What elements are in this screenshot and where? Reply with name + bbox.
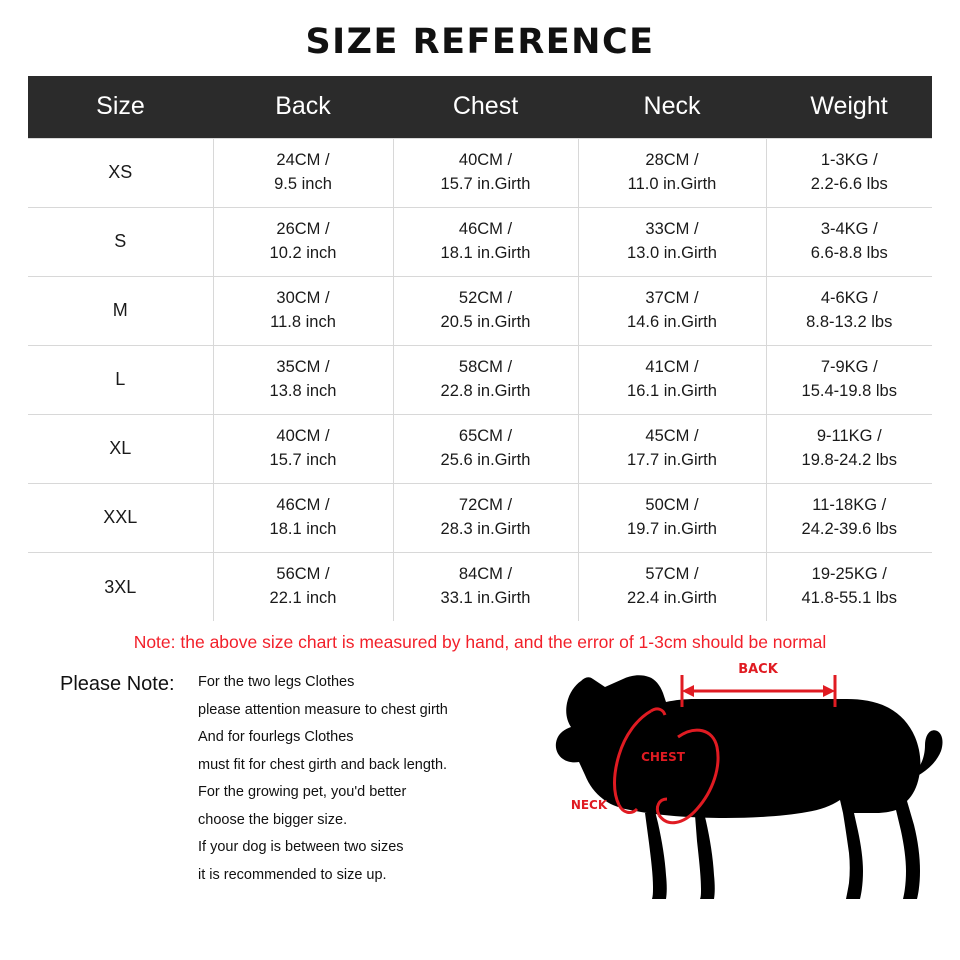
cell-chest: [393, 138, 578, 207]
cell-weight-kg: 19-25KG /: [811, 564, 887, 583]
cell-back-cm: 24CM /: [276, 150, 330, 169]
cell-weight-lbs: 2.2-6.6 lbs: [810, 174, 888, 193]
table-row: [28, 276, 932, 345]
table-row: [28, 483, 932, 552]
table-row: [28, 345, 932, 414]
cell-neck-inch: 11.0 in.Girth: [627, 174, 717, 193]
cell-back: [213, 414, 393, 483]
cell-neck-cm: 37CM /: [645, 288, 699, 307]
cell-back-cm: 40CM /: [276, 426, 330, 445]
cell-weight-kg: 9-11KG /: [816, 426, 882, 445]
list-item: If your dog is between two sizes: [198, 839, 404, 855]
cell-back-cm: 46CM /: [276, 495, 330, 514]
cell-weight: [766, 414, 932, 483]
cell-chest-inch: 18.1 in.Girth: [440, 243, 531, 262]
cell-chest-inch: 22.8 in.Girth: [440, 381, 531, 400]
cell-size: XS: [28, 138, 213, 207]
list-item: choose the bigger size.: [198, 811, 348, 828]
size-table-header: [28, 76, 932, 138]
cell-weight-kg: 7-9KG /: [820, 357, 878, 376]
cell-chest: [393, 207, 578, 276]
bottom-section: [0, 663, 960, 917]
cell-back-inch: 15.7 inch: [269, 450, 337, 469]
cell-chest-cm: 72CM /: [458, 495, 513, 514]
size-table: [28, 76, 932, 621]
cell-chest-cm: 40CM /: [458, 150, 513, 169]
cell-weight-lbs: 41.8-55.1 lbs: [801, 588, 897, 607]
cell-chest-cm: 46CM /: [458, 219, 513, 238]
cell-back-inch: 18.1 inch: [269, 519, 337, 538]
cell-back: [213, 276, 393, 345]
cell-weight: [766, 552, 932, 621]
cell-chest: [393, 276, 578, 345]
cell-neck: [578, 345, 766, 414]
cell-neck: [578, 276, 766, 345]
cell-back-inch: 22.1 inch: [269, 588, 337, 607]
cell-neck-cm: 41CM /: [645, 357, 699, 376]
cell-chest: [393, 414, 578, 483]
neck-label: NECK: [570, 798, 608, 812]
list-item: For the two legs Clothes: [198, 674, 355, 690]
list-item: please attention measure to chest girth: [198, 701, 448, 718]
cell-back: [213, 138, 393, 207]
cell-back-inch: 11.8 inch: [270, 312, 336, 331]
column-header-neck: Neck: [578, 76, 766, 138]
cell-back: [213, 483, 393, 552]
cell-weight-lbs: 8.8-13.2 lbs: [806, 312, 893, 331]
cell-back: [213, 345, 393, 414]
cell-neck-inch: 17.7 in.Girth: [627, 450, 717, 469]
cell-chest-cm: 52CM /: [458, 288, 513, 307]
cell-size: XXL: [28, 483, 213, 552]
cell-size: 3XL: [28, 552, 213, 621]
cell-neck-inch: 22.4 in.Girth: [627, 588, 717, 607]
cell-weight-lbs: 19.8-24.2 lbs: [801, 450, 897, 469]
cell-neck-cm: 45CM /: [645, 426, 699, 445]
list-item: And for fourlegs Clothes: [198, 729, 354, 745]
cell-back-inch: 13.8 inch: [269, 381, 337, 400]
cell-chest-inch: 20.5 in.Girth: [440, 312, 531, 331]
cell-chest-inch: 25.6 in.Girth: [440, 450, 531, 469]
cell-weight: [766, 138, 932, 207]
cell-weight: [766, 483, 932, 552]
column-header-weight: Weight: [766, 76, 932, 138]
size-table-container: [28, 76, 932, 621]
cell-size: M: [28, 276, 213, 345]
please-note-label: Please Note:: [60, 673, 175, 695]
back-label: BACK: [738, 663, 778, 677]
cell-back-inch: 10.2 inch: [269, 243, 337, 262]
cell-weight-kg: 4-6KG /: [820, 288, 878, 307]
cell-size: L: [28, 345, 213, 414]
cell-chest: [393, 345, 578, 414]
table-header-row: [28, 76, 932, 138]
cell-weight: [766, 276, 932, 345]
cell-neck: [578, 552, 766, 621]
cell-neck-inch: 16.1 in.Girth: [627, 381, 717, 400]
cell-weight-kg: 1-3KG /: [820, 150, 878, 169]
cell-chest-inch: 15.7 in.Girth: [440, 174, 531, 193]
cell-back-cm: 56CM /: [276, 564, 330, 583]
cell-chest-inch: 28.3 in.Girth: [440, 519, 531, 538]
cell-weight: [766, 345, 932, 414]
cell-neck-cm: 28CM /: [645, 150, 699, 169]
cell-chest-inch: 33.1 in.Girth: [440, 588, 531, 607]
cell-back-cm: 35CM /: [276, 357, 330, 376]
cell-neck: [578, 138, 766, 207]
cell-size: XL: [28, 414, 213, 483]
list-item: must fit for chest girth and back length.: [198, 756, 448, 773]
size-table-body: [28, 138, 932, 621]
cell-weight-lbs: 6.6-8.8 lbs: [810, 243, 888, 262]
list-item: it is recommended to size up.: [198, 866, 387, 883]
cell-neck-inch: 14.6 in.Girth: [627, 312, 717, 331]
cell-neck: [578, 414, 766, 483]
cell-chest-cm: 65CM /: [458, 426, 513, 445]
cell-chest: [393, 552, 578, 621]
column-header-chest: Chest: [393, 76, 578, 138]
table-row: [28, 138, 932, 207]
chest-label: CHEST: [641, 750, 685, 764]
cell-back-inch: 9.5 inch: [274, 174, 332, 193]
cell-neck: [578, 207, 766, 276]
measurement-disclaimer: Note: the above size chart is measured by hand, and the error of 1-3cm should be normal: [133, 632, 827, 652]
cell-back: [213, 207, 393, 276]
table-row: [28, 552, 932, 621]
cell-neck-inch: 19.7 in.Girth: [627, 519, 717, 538]
cell-weight-lbs: 24.2-39.6 lbs: [801, 519, 897, 538]
cell-back-cm: 26CM /: [276, 219, 330, 238]
cell-neck-cm: 33CM /: [645, 219, 699, 238]
dog-measurement-diagram: [545, 663, 945, 913]
cell-back-cm: 30CM /: [276, 288, 330, 307]
cell-chest-cm: 84CM /: [458, 564, 513, 583]
cell-weight-kg: 3-4KG /: [820, 219, 878, 238]
page-title: SIZE REFERENCE: [305, 22, 655, 62]
column-header-size: Size: [28, 76, 213, 138]
cell-neck: [578, 483, 766, 552]
please-note-list: [198, 675, 528, 895]
cell-neck-cm: 57CM /: [645, 564, 699, 583]
table-row: [28, 207, 932, 276]
column-header-back: Back: [213, 76, 393, 138]
cell-neck-inch: 13.0 in.Girth: [627, 243, 717, 262]
cell-back: [213, 552, 393, 621]
cell-neck-cm: 50CM /: [645, 495, 699, 514]
cell-size: S: [28, 207, 213, 276]
list-item: For the growing pet, you'd better: [198, 784, 407, 800]
cell-weight-kg: 11-18KG /: [812, 495, 887, 514]
table-row: [28, 414, 932, 483]
cell-weight-lbs: 15.4-19.8 lbs: [801, 381, 897, 400]
cell-chest: [393, 483, 578, 552]
cell-chest-cm: 58CM /: [458, 357, 513, 376]
cell-weight: [766, 207, 932, 276]
